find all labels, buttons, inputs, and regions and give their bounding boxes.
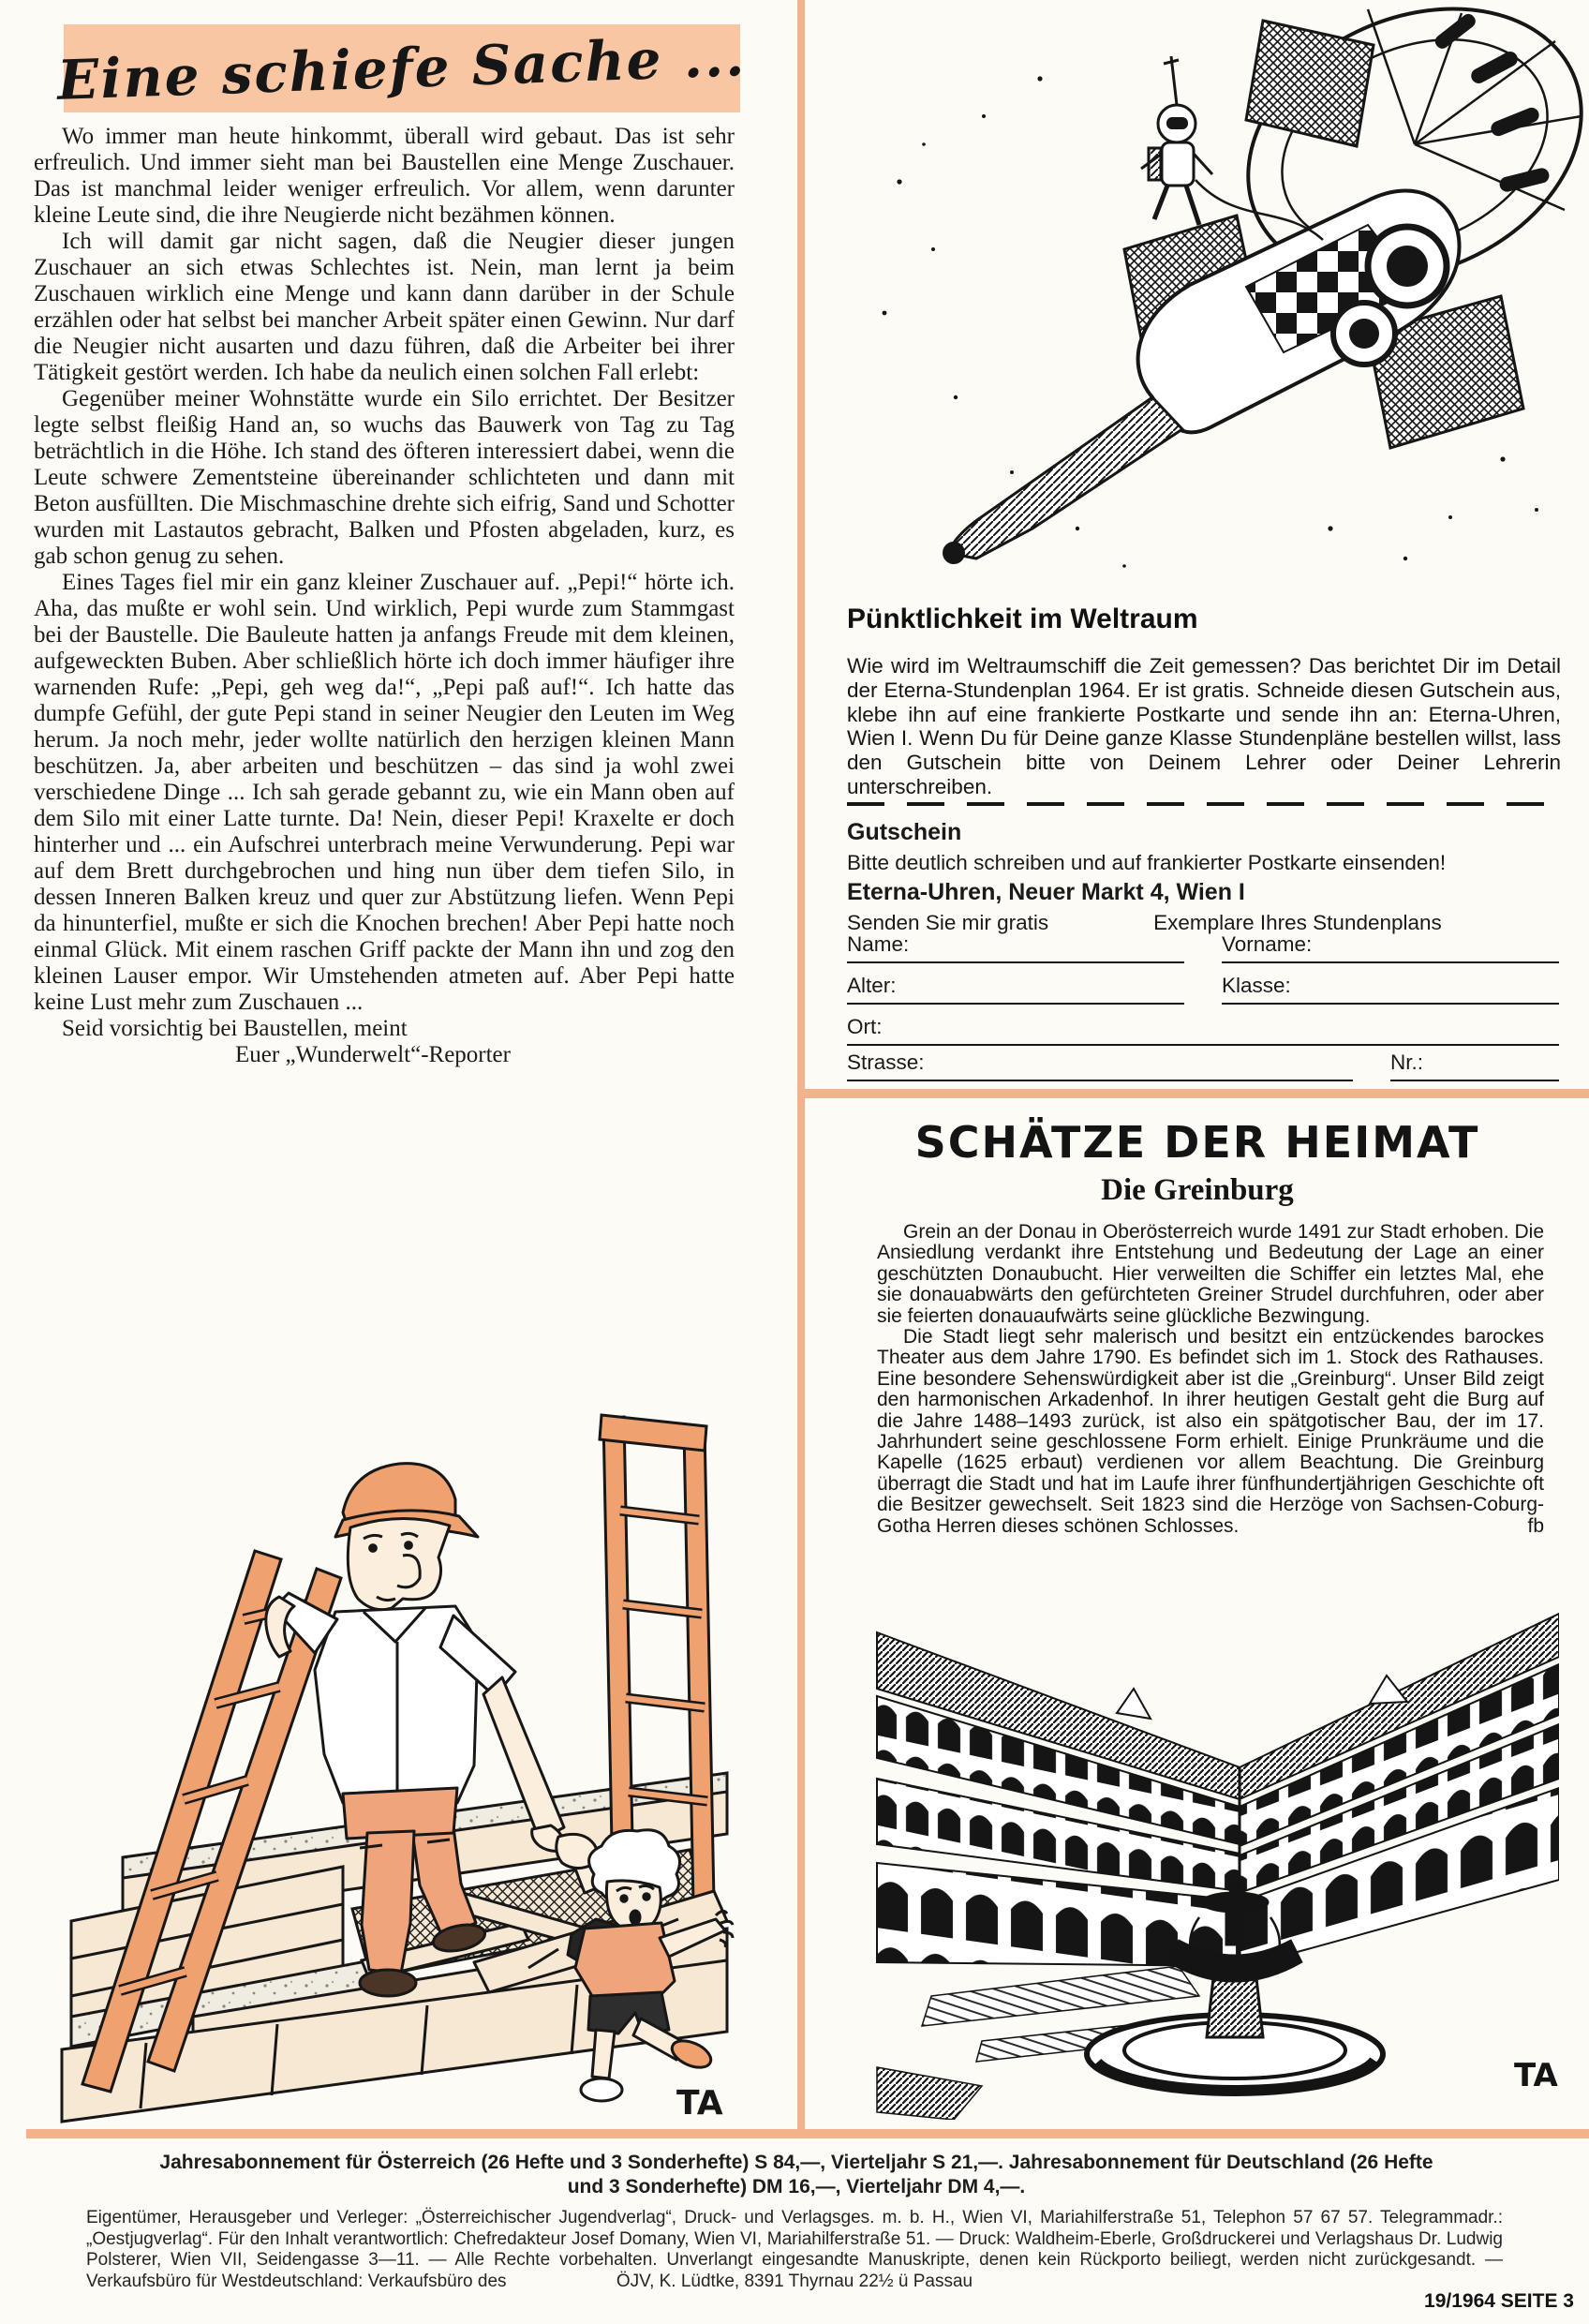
article-paragraph: Ich will damit gar nicht sagen, daß die Neugier dieser jungen Zuschauer an sich etwas Schlechtes ist. Nein, man lernt ja beim Zuschauen wirklich eine Menge und kann dann darüber in der Schule erzählen oder hat selbst bei mancher Arbeit später einen Gewinn. Nur darf die Neugier nicht ausarten und dazu führen, daß die Arbeiter bei ihrer Tätigkeit gestört werden. Ich habe da neulich einen solchen Fall erlebt: [34, 229, 735, 385]
field-strasse [847, 1050, 1353, 1081]
field-nr [1390, 1050, 1559, 1081]
coupon-request-suffix: Exemplare Ihres Stundenplans [1153, 911, 1442, 934]
field-alter-label: Alter: [847, 974, 897, 997]
article-title: Eine schiefe Sache ... [56, 24, 748, 112]
article-body [34, 124, 735, 1068]
field-ort [847, 1015, 1559, 1046]
heimat-paragraph: Die Stadt liegt sehr malerisch und besitzt ein entzückendes barockes Theater aus dem Jahre 1790. Es befindet sich im 1. Stock des Rathauses. Eine besondere Sehenswürdigkeit aber ist die „Greinburg“. Unser Bild zeigt den harmonischen Arkadenhof. In ihrer heutigen Gestalt geht die Burg auf die Jahre 1488–1493 zurück, ist also ein spätgotischer Bau, der im 17. Jahrhundert seine geschlossene Form erhielt. Einige Prunkräume und die Kapelle (1625 erbaut) verdienen vor allem Beachtung. Die Greinburg überragt die Stadt und hat im Laufe ihrer fünfhundertjährigen Geschichte oft die Besitzer gewechselt. Seit 1823 sind die Herzöge von Sachsen-Coburg-Gotha Herren dieses schönen Schlosses. [877, 1326, 1544, 1537]
coupon-row-name [847, 931, 1559, 963]
field-alter [847, 974, 1184, 1005]
field-name [847, 932, 1184, 963]
coupon-request-prefix: Senden Sie mir gratis [847, 911, 1049, 934]
article-signoff-reporter: Euer „Wunderwelt“-Reporter [235, 1042, 511, 1067]
coupon-address: Eterna-Uhren, Neuer Markt 4, Wien I [847, 879, 1245, 905]
illustrator-signature: TA [676, 2084, 723, 2123]
space-section-body: Wie wird im Weltraumschiff die Zeit gemessen? Das berichtet Dir im Detail der Eterna-Stundenplan 1964. Er ist gratis. Schneide diesen Gutschein aus, klebe ihn auf eine frankierte Postkarte und sende ihn an: Eterna-Uhren, Wien I. Wenn Du für Deine ganze Klasse Stundenpläne bestellen willst, lass den Gutschein bitte von Deinem Lehrer oder Deiner Lehrerin unterschreiben. [847, 654, 1561, 798]
coupon-row-strasse [847, 1050, 1559, 1081]
illustrator-signature: TA [1514, 2057, 1558, 2094]
article-signoff: Seid vorsichtig bei Baustellen, meint [62, 1016, 408, 1041]
heimat-byline: fb [1527, 1514, 1544, 1537]
field-name-label: Name: [847, 932, 910, 956]
field-klasse-label: Klasse: [1222, 974, 1291, 997]
heimat-heading: SCHÄTZE DER HEIMAT [914, 1117, 1480, 1168]
heimat-subheading: Die Greinburg [1101, 1173, 1294, 1207]
coupon-row-ort [847, 1014, 1559, 1046]
field-nr-label: Nr.: [1390, 1050, 1424, 1074]
page-number: 19/1964 SEITE 3 [1424, 2290, 1574, 2312]
greinburg-courtyard-illustration [869, 1599, 1559, 2120]
article-paragraph: Eines Tages fiel mir ein ganz kleiner Zuschauer auf. „Pepi!“ hörte ich. Aha, das mußte er wohl sein. Und wirklich, Pepi wurde zum Stammgast bei der Baustelle. Die Bauleute hatten ja anfangs Freude mit dem kleinen, aufgeweckten Buben. Aber schließlich hörte ich doch immer häufiger ihre warnenden Rufe: „Pepi, geh weg da!“, „Pepi paß auf!“. Ich hatte das dumpfe Gefühl, der gute Pepi stand in seiner Neugier den Leuten im Weg herum. Ja noch mehr, jeder wollte natürlich den herzigen kleinen Mann beschützen. Ja, aber arbeiten und beschützen – das sind ja wohl zwei verschiedene Dinge ... Ich sah gerade gebannt zu, wie ein Mann oben auf dem Silo mit einer Latte turnte. Da! Nein, dieser Pepi! Kraxelte er doch hinterher und ... ein Aufschrei unterbrach meine Verwunderung. Pepi war auf dem Brett durchgebrochen und hing nun über dem tiefen Silo, in dessen Inneren Balken kreuz und quer zur Abstützung liefen. Wenn Pepi da hinunterfiel, mußte er sich die Knochen brechen! Aber Pepi hatte noch einmal Glück. Mit einem raschen Griff packte der Mann ihn und zog den kleinen Lauser empor. Wir Umstehenden atmeten auf. Aber Pepi hatte keine Lust mehr zum Zuschauen ... [34, 570, 735, 1015]
field-vorname-label: Vorname: [1222, 932, 1313, 956]
imprint-last-line: ÖJV, K. Lüdtke, 8391 Thyrnau 22½ ü Passau [616, 2272, 973, 2291]
space-station-illustration [843, 4, 1583, 592]
imprint: Eigentümer, Herausgeber und Verleger: „Österreichischer Jugendverlag“, Druck- und Verlagsges. m. b. H., Wien VI, Mariahilferstraße 51, Telephon 57 67 57. Telegrammadr.: „Oestjugverlag“. Für den Inhalt verantwortlich: Chefredakteur Josef Domany, Wien VI, Mariahilferstraße 51. — Druck: Waldheim-Eberle, Großdruckerei und Verlagshaus Dr. Ludwig Polsterer, Wien VII, Seidengasse 3—11. — Alle Rechte vorbehalten. Unverlangt eingesandte Manuskripte, denen kein Rückporto beiliegt, werden nicht zurückgesandt. — Verkaufsbüro für Westdeutschland: Verkaufsbüro des [86, 2208, 1503, 2291]
coupon-title: Gutschein [847, 819, 962, 845]
field-ort-label: Ort: [847, 1015, 883, 1038]
article-title-banner [56, 24, 748, 112]
page-bottom-rule [26, 2129, 1589, 2138]
courtyard-wings [877, 1614, 1559, 1968]
column-divider-rule [797, 0, 805, 2129]
field-klasse [1222, 974, 1559, 1005]
article-paragraph: Wo immer man heute hinkommt, überall wird gebaut. Das ist sehr erfreulich. Und immer sieht man bei Baustellen eine Menge Zuschauer. Das ist manchmal leider weniger erfreulich. Vor allem, wenn darunter kleine Leute sind, die ihre Neugierde nicht bezähmen können. [34, 124, 735, 228]
solar-panel-top [1246, 21, 1374, 146]
coupon-cut-line [847, 802, 1557, 806]
field-vorname [1222, 932, 1559, 963]
subscription-line-2: und 3 Sonderhefte) DM 16,—, Vierteljahr DM 4,—. [567, 2176, 1026, 2197]
coupon-row-alter [847, 973, 1559, 1005]
heimat-paragraph: Grein an der Donau in Oberösterreich wurde 1491 zur Stadt erhoben. Die Ansiedlung verdankt ihre Entstehung und Bedeutung der Lage an einer geschützten Donaubucht. Hier verweilten die Schiffer ein letztes Mal, ehe sie donauabwärts den gefürchteten Greiner Strudel durchfuhren, oder aber sie feierten donauaufwärts seine glückliche Bezwingung. [877, 1221, 1544, 1327]
coupon-instruction: Bitte deutlich schreiben und auf frankierter Postkarte einsenden! [847, 851, 1447, 874]
heimat-box-top-rule [797, 1089, 1589, 1098]
heimat-body [877, 1222, 1544, 1537]
subscription-line-1: Jahresabonnement für Österreich (26 Hefte und 3 Sonderhefte) S 84,—, Vierteljahr S 21,—. Jahresabonnement für Deutschland (26 Hefte [159, 2152, 1433, 2173]
article-paragraph: Gegenüber meiner Wohnstätte wurde ein Silo errichtet. Der Besitzer legte selbst fleißig Hand an, so wuchs das Bauwerk von Tag zu Tag beträchtlich in die Höhe. Ich stand des öfteren interessiert dabei, wenn die Leute schwere Zementsteine übereinander schlichteten und dann mit Beton ausfüllten. Die Mischmaschine drehte sich eifrig, Sand und Schotter wurden mit Lastautos gebracht, Balken und Pfosten abgeladen, kurz, es gab schon genug zu sehen. [34, 386, 735, 569]
construction-site-illustration [34, 1361, 738, 2127]
space-section-heading: Pünktlichkeit im Weltraum [847, 603, 1198, 634]
field-strasse-label: Strasse: [847, 1050, 925, 1074]
